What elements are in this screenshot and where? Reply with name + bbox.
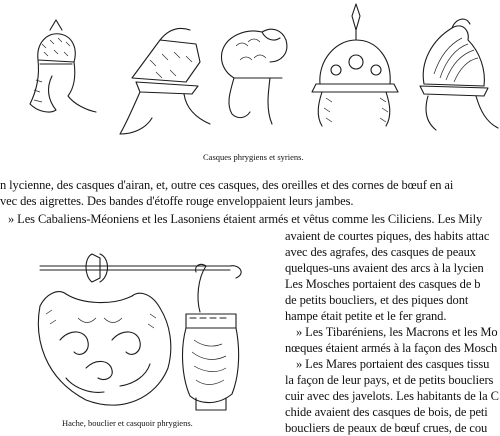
text-line: vec des aigrettes. Des bandes d'étoffe rouge enveloppaient leurs jambes. <box>0 194 354 208</box>
axe-shield-figure <box>0 228 280 418</box>
text-line: avaient de courtes piques, des habits attac <box>285 229 490 243</box>
text-line: cuir avec des javelots. Les habitants de la C <box>285 389 499 403</box>
text-line: » Les Tibaréniens, les Macrons et les Mo <box>296 325 498 339</box>
helmets-figure <box>0 0 500 150</box>
helmet-illustration <box>0 0 500 150</box>
text-line: la façon de leur pays, et de petits boucliers <box>285 373 494 387</box>
text-line: » Les Cabaliens-Méoniens et les Lasoniens étaient armés et vêtus comme les Ciliciens. Les Mily <box>8 212 483 226</box>
text-line: avec des agrafes, des casques de peaux <box>285 245 476 259</box>
text-line: nœques étaient armés à la façon des Mosch <box>285 341 498 355</box>
text-line: boucliers de peaux de bœuf crues, de cou <box>285 421 488 435</box>
text-line: Les Mosches portaient des casques de b <box>285 277 481 291</box>
text-line: chide avaient des casques de bois, de peti <box>285 405 488 419</box>
text-line: » Les Mares portaient des casques tissu <box>296 357 490 371</box>
left-figure-caption: Hache, bouclier et casquoir phrygiens. <box>62 418 193 428</box>
top-figure-caption: Casques phrygiens et syriens. <box>203 152 304 162</box>
text-line: quelques-uns avaient des arcs à la lycien <box>285 261 484 275</box>
text-line: de petits boucliers, et des piques dont <box>285 293 469 307</box>
text-line: hampe était petite et le fer grand. <box>285 309 447 323</box>
phrygian-helmet-illustration <box>0 228 280 418</box>
text-line: n lycienne, des casques d'airan, et, outre ces casques, des oreilles et des cornes de bœuf en ai <box>0 178 454 192</box>
